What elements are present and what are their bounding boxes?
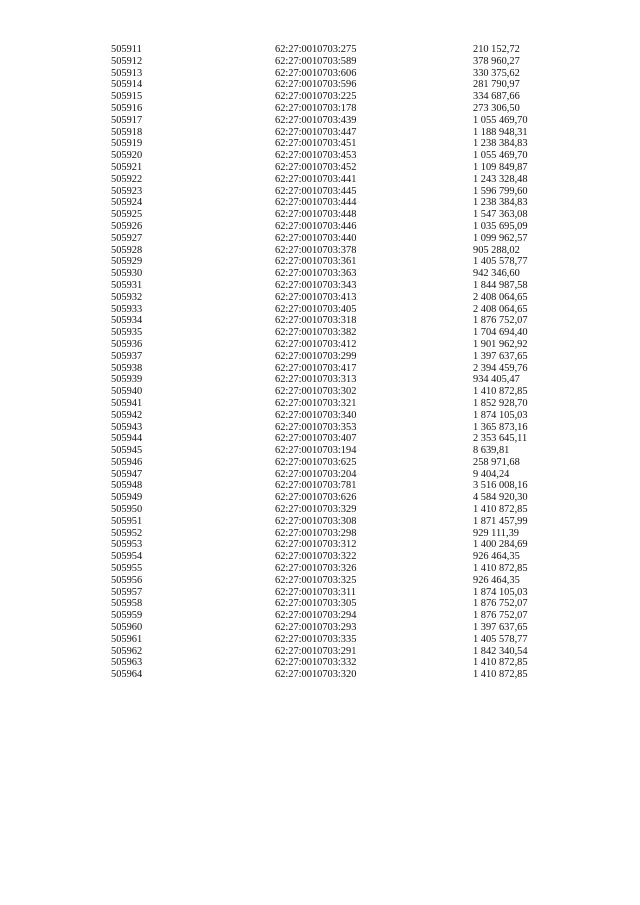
cadastral-value-cell: 1 871 457,99 [473,515,528,527]
cadastral-number-cell: 62:27:0010703:321 [275,397,357,409]
table-row [111,563,541,575]
table-row [111,363,541,375]
cadastral-number-cell: 62:27:0010703:322 [275,551,357,563]
row-number-cell: 505926 [111,220,143,232]
table-row [111,127,541,139]
cadastral-number-cell: 62:27:0010703:625 [275,456,357,468]
row-number-cell: 505923 [111,185,143,197]
cadastral-value-cell: 1 874 105,03 [473,586,528,598]
table-row [111,233,541,245]
table-row [111,245,541,257]
cadastral-number-cell: 62:27:0010703:448 [275,209,357,221]
cadastral-value-cell: 1 405 578,77 [473,633,528,645]
row-number-cell: 505950 [111,504,143,516]
table-row [111,516,541,528]
table-row [111,398,541,410]
cadastral-number-cell: 62:27:0010703:363 [275,268,357,280]
table-row [111,138,541,150]
cadastral-number-cell: 62:27:0010703:204 [275,468,357,480]
cadastral-number-cell: 62:27:0010703:225 [275,91,357,103]
table-row [111,410,541,422]
table-row [111,657,541,669]
row-number-cell: 505960 [111,622,143,634]
row-number-cell: 505943 [111,421,143,433]
table-row [111,622,541,634]
cadastral-value-cell: 273 306,50 [473,102,520,114]
cadastral-value-cell: 258 971,68 [473,456,520,468]
table-row [111,528,541,540]
row-number-cell: 505917 [111,114,143,126]
cadastral-number-cell: 62:27:0010703:340 [275,409,357,421]
cadastral-value-cell: 2 408 064,65 [473,303,528,315]
cadastral-number-cell: 62:27:0010703:382 [275,327,357,339]
cadastral-number-cell: 62:27:0010703:589 [275,55,357,67]
cadastral-value-cell: 1 410 872,85 [473,563,528,575]
row-number-cell: 505916 [111,102,143,114]
cadastral-value-cell: 929 111,39 [473,527,519,539]
cadastral-number-cell: 62:27:0010703:325 [275,574,357,586]
cadastral-number-cell: 62:27:0010703:275 [275,44,357,55]
row-number-cell: 505947 [111,468,143,480]
cadastral-value-cell: 1 035 695,09 [473,220,528,232]
table-row [111,469,541,481]
table-row [111,575,541,587]
row-number-cell: 505928 [111,244,143,256]
table-row [111,56,541,68]
table-row [111,91,541,103]
row-number-cell: 505941 [111,397,143,409]
cadastral-value-cell: 926 464,35 [473,574,520,586]
cadastral-number-cell: 62:27:0010703:453 [275,150,357,162]
cadastral-number-cell: 62:27:0010703:353 [275,421,357,433]
row-number-cell: 505929 [111,256,143,268]
row-number-cell: 505919 [111,138,143,150]
cadastral-value-cell: 1 243 328,48 [473,173,528,185]
row-number-cell: 505944 [111,433,143,445]
row-number-cell: 505925 [111,209,143,221]
cadastral-number-cell: 62:27:0010703:405 [275,303,357,315]
cadastral-number-cell: 62:27:0010703:332 [275,657,357,669]
row-number-cell: 505952 [111,527,143,539]
row-number-cell: 505914 [111,79,143,91]
cadastral-value-cell: 1 874 105,03 [473,409,528,421]
row-number-cell: 505921 [111,161,143,173]
cadastral-number-cell: 62:27:0010703:320 [275,669,357,681]
cadastral-value-cell: 1 099 962,57 [473,232,528,244]
cadastral-number-cell: 62:27:0010703:451 [275,138,357,150]
row-number-cell: 505964 [111,669,143,681]
cadastral-number-cell: 62:27:0010703:311 [275,586,357,598]
cadastral-number-cell: 62:27:0010703:378 [275,244,357,256]
cadastral-number-cell: 62:27:0010703:293 [275,622,357,634]
cadastral-value-cell: 905 288,02 [473,244,520,256]
row-number-cell: 505918 [111,126,143,138]
row-number-cell: 505956 [111,574,143,586]
row-number-cell: 505949 [111,492,143,504]
cadastral-number-cell: 62:27:0010703:178 [275,102,357,114]
cadastral-number-cell: 62:27:0010703:439 [275,114,357,126]
cadastral-value-cell: 8 639,81 [473,445,510,457]
row-number-cell: 505959 [111,610,143,622]
table-row [111,268,541,280]
table-row [111,44,541,56]
cadastral-value-cell: 2 408 064,65 [473,291,528,303]
cadastral-value-cell: 281 790,97 [473,79,520,91]
table-row [111,551,541,563]
cadastral-number-cell: 62:27:0010703:318 [275,315,357,327]
cadastral-value-cell: 210 152,72 [473,44,520,55]
table-row [111,292,541,304]
cadastral-value-cell: 1 876 752,07 [473,610,528,622]
cadastral-value-cell: 1 876 752,07 [473,598,528,610]
row-number-cell: 505962 [111,645,143,657]
cadastral-value-cell: 1 397 637,65 [473,622,528,634]
cadastral-value-cell: 378 960,27 [473,55,520,67]
cadastral-number-cell: 62:27:0010703:781 [275,480,357,492]
row-number-cell: 505933 [111,303,143,315]
table-row [111,221,541,233]
cadastral-number-cell: 62:27:0010703:413 [275,291,357,303]
cadastral-value-cell: 1 842 340,54 [473,645,528,657]
row-number-cell: 505963 [111,657,143,669]
table-row [111,422,541,434]
row-number-cell: 505961 [111,633,143,645]
cadastral-value-cell: 3 516 008,16 [473,480,528,492]
row-number-cell: 505955 [111,563,143,575]
row-number-cell: 505934 [111,315,143,327]
cadastral-number-cell: 62:27:0010703:194 [275,445,357,457]
row-number-cell: 505924 [111,197,143,209]
cadastral-value-cell: 1 704 694,40 [473,327,528,339]
table-row [111,480,541,492]
cadastral-number-cell: 62:27:0010703:326 [275,563,357,575]
row-number-cell: 505920 [111,150,143,162]
table-row [111,174,541,186]
row-number-cell: 505913 [111,67,143,79]
cadastral-number-cell: 62:27:0010703:302 [275,386,357,398]
cadastral-value-cell: 1 238 384,83 [473,138,528,150]
cadastral-value-cell: 1 901 962,92 [473,338,528,350]
row-number-cell: 505951 [111,515,143,527]
cadastral-number-cell: 62:27:0010703:313 [275,374,357,386]
row-number-cell: 505948 [111,480,143,492]
table-row [111,150,541,162]
table-row [111,315,541,327]
row-number-cell: 505957 [111,586,143,598]
table-row [111,115,541,127]
cadastral-value-cell: 2 353 645,11 [473,433,528,445]
cadastral-number-cell: 62:27:0010703:305 [275,598,357,610]
cadastral-number-cell: 62:27:0010703:447 [275,126,357,138]
row-number-cell: 505927 [111,232,143,244]
table-row [111,374,541,386]
cadastral-number-cell: 62:27:0010703:452 [275,161,357,173]
row-number-cell: 505958 [111,598,143,610]
row-number-cell: 505930 [111,268,143,280]
table-row [111,457,541,469]
table-row [111,68,541,80]
table-row [111,327,541,339]
cadastral-value-cell: 926 464,35 [473,551,520,563]
row-number-cell: 505915 [111,91,143,103]
row-number-cell: 505931 [111,279,143,291]
cadastral-number-cell: 62:27:0010703:308 [275,515,357,527]
table-row [111,669,541,681]
cadastral-value-cell: 2 394 459,76 [473,362,528,374]
cadastral-number-cell: 62:27:0010703:291 [275,645,357,657]
cadastral-value-cell: 1 876 752,07 [473,315,528,327]
cadastral-value-cell: 1 547 363,08 [473,209,528,221]
cadastral-value-cell: 1 397 637,65 [473,350,528,362]
row-number-cell: 505940 [111,386,143,398]
cadastral-value-table [111,44,541,681]
table-row [111,598,541,610]
table-row [111,492,541,504]
cadastral-value-cell: 1 410 872,85 [473,657,528,669]
cadastral-value-cell: 1 365 873,16 [473,421,528,433]
table-row [111,280,541,292]
cadastral-value-cell: 330 375,62 [473,67,520,79]
table-row [111,162,541,174]
cadastral-value-cell: 934 405,47 [473,374,520,386]
cadastral-number-cell: 62:27:0010703:299 [275,350,357,362]
row-number-cell: 505954 [111,551,143,563]
row-number-cell: 505945 [111,445,143,457]
cadastral-number-cell: 62:27:0010703:417 [275,362,357,374]
table-row [111,504,541,516]
table-row [111,209,541,221]
row-number-cell: 505939 [111,374,143,386]
cadastral-value-cell: 9 404,24 [473,468,510,480]
cadastral-number-cell: 62:27:0010703:343 [275,279,357,291]
row-number-cell: 505953 [111,539,143,551]
cadastral-number-cell: 62:27:0010703:329 [275,504,357,516]
cadastral-number-cell: 62:27:0010703:445 [275,185,357,197]
table-row [111,186,541,198]
table-row [111,445,541,457]
cadastral-number-cell: 62:27:0010703:312 [275,539,357,551]
table-row [111,79,541,91]
cadastral-value-cell: 1 055 469,70 [473,150,528,162]
cadastral-number-cell: 62:27:0010703:446 [275,220,357,232]
table-row [111,304,541,316]
row-number-cell: 505936 [111,338,143,350]
cadastral-number-cell: 62:27:0010703:335 [275,633,357,645]
cadastral-value-cell: 1 405 578,77 [473,256,528,268]
cadastral-value-cell: 1 055 469,70 [473,114,528,126]
cadastral-value-cell: 1 596 799,60 [473,185,528,197]
cadastral-value-cell: 334 687,66 [473,91,520,103]
table-row [111,339,541,351]
table-row [111,610,541,622]
row-number-cell: 505912 [111,55,143,67]
cadastral-value-cell: 1 852 928,70 [473,397,528,409]
table-row [111,103,541,115]
table-row [111,587,541,599]
table-row [111,433,541,445]
cadastral-value-cell: 942 346,60 [473,268,520,280]
cadastral-number-cell: 62:27:0010703:440 [275,232,357,244]
table-row [111,386,541,398]
cadastral-number-cell: 62:27:0010703:294 [275,610,357,622]
table-row [111,646,541,658]
cadastral-number-cell: 62:27:0010703:444 [275,197,357,209]
cadastral-value-cell: 1 410 872,85 [473,386,528,398]
cadastral-number-cell: 62:27:0010703:606 [275,67,357,79]
cadastral-number-cell: 62:27:0010703:626 [275,492,357,504]
cadastral-value-cell: 1 109 849,87 [473,161,528,173]
row-number-cell: 505946 [111,456,143,468]
cadastral-number-cell: 62:27:0010703:441 [275,173,357,185]
cadastral-number-cell: 62:27:0010703:298 [275,527,357,539]
cadastral-number-cell: 62:27:0010703:412 [275,338,357,350]
row-number-cell: 505938 [111,362,143,374]
cadastral-number-cell: 62:27:0010703:407 [275,433,357,445]
row-number-cell: 505922 [111,173,143,185]
row-number-cell: 505911 [111,44,142,55]
cadastral-value-cell: 1 400 284,69 [473,539,528,551]
row-number-cell: 505935 [111,327,143,339]
cadastral-value-cell: 1 188 948,31 [473,126,528,138]
table-row [111,197,541,209]
row-number-cell: 505942 [111,409,143,421]
table-row [111,634,541,646]
row-number-cell: 505937 [111,350,143,362]
cadastral-number-cell: 62:27:0010703:596 [275,79,357,91]
table-row [111,539,541,551]
cadastral-value-cell: 1 844 987,58 [473,279,528,291]
cadastral-value-cell: 4 584 920,30 [473,492,528,504]
cadastral-number-cell: 62:27:0010703:361 [275,256,357,268]
table-row [111,351,541,363]
row-number-cell: 505932 [111,291,143,303]
cadastral-value-cell: 1 238 384,83 [473,197,528,209]
cadastral-value-cell: 1 410 872,85 [473,504,528,516]
table-row [111,256,541,268]
cadastral-value-cell: 1 410 872,85 [473,669,528,681]
